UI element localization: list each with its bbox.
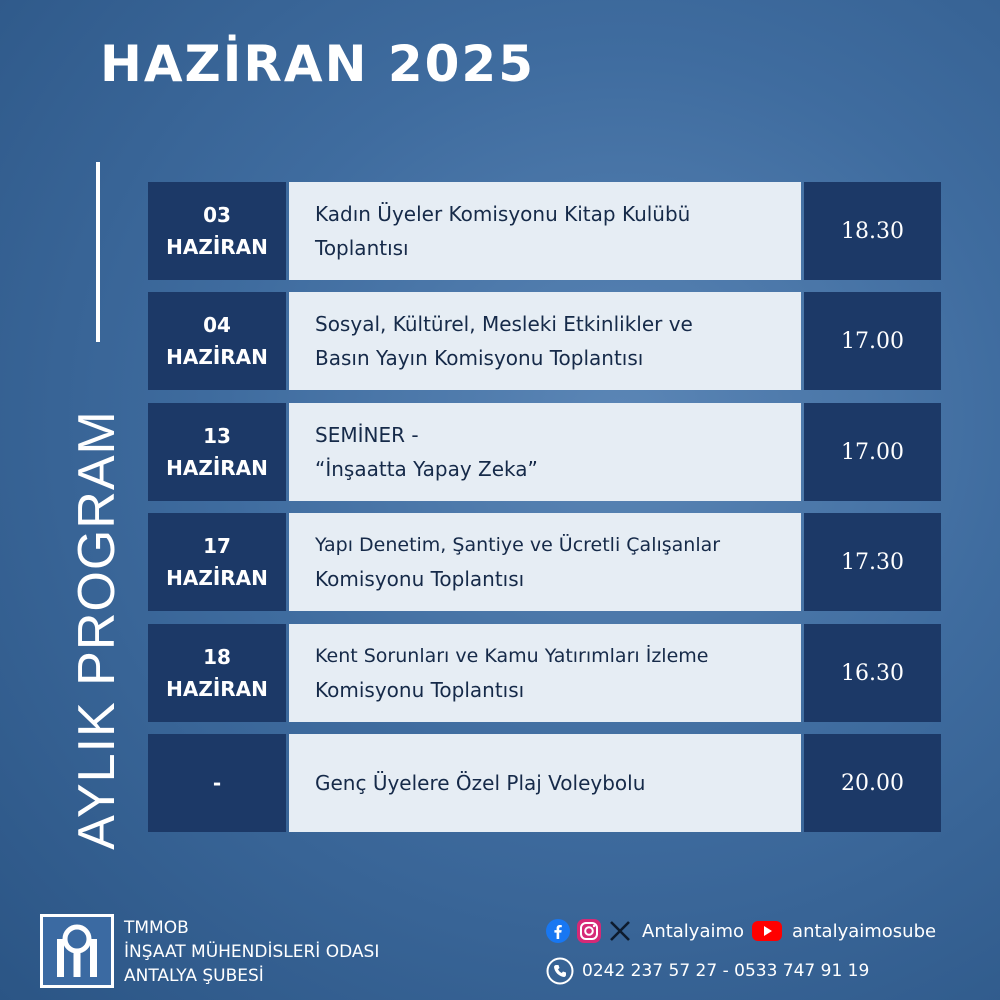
event-month: HAZİRAN xyxy=(166,677,268,701)
page-title: HAZİRAN 2025 xyxy=(100,35,536,93)
event-title-line: Kadın Üyeler Komisyonu Kitap Kulübü xyxy=(315,202,691,226)
event-date xyxy=(148,182,286,280)
event-row xyxy=(148,734,941,832)
event-title xyxy=(289,624,801,722)
event-title-line: “İnşaatta Yapay Zeka” xyxy=(315,457,538,481)
side-label: AYLIK PROGRAM xyxy=(68,410,126,850)
decorative-divider xyxy=(96,162,100,342)
event-title xyxy=(289,734,801,832)
youtube-icon[interactable] xyxy=(752,920,782,942)
event-title xyxy=(289,403,801,501)
event-date xyxy=(148,513,286,611)
event-title xyxy=(289,182,801,280)
event-date xyxy=(148,292,286,390)
event-day: 13 xyxy=(203,424,231,448)
event-title-line: Sosyal, Kültürel, Mesleki Etkinlikler ve xyxy=(315,312,693,336)
event-date xyxy=(148,734,286,832)
event-title-line: Komisyonu Toplantısı xyxy=(315,678,525,702)
event-title-line: Basın Yayın Komisyonu Toplantısı xyxy=(315,346,644,370)
event-day: 03 xyxy=(203,203,231,227)
youtube-handle[interactable]: antalyaimosube xyxy=(792,920,937,942)
organization-name xyxy=(124,916,379,988)
x-icon[interactable] xyxy=(608,919,632,943)
instagram-icon[interactable] xyxy=(576,918,602,944)
event-title-line: Kent Sorunları ve Kamu Yatırımları İzleme xyxy=(315,645,709,667)
social-links xyxy=(546,916,936,946)
phone-numbers[interactable]: 0242 237 57 27 - 0533 747 91 19 xyxy=(582,961,870,981)
phone-icon xyxy=(546,957,574,985)
event-day: - xyxy=(212,771,222,795)
social-handle[interactable]: Antalyaimo xyxy=(642,920,745,942)
event-month: HAZİRAN xyxy=(166,345,268,369)
facebook-icon[interactable] xyxy=(546,919,570,943)
event-time: 17.00 xyxy=(804,403,941,501)
event-row xyxy=(148,403,941,501)
event-month: HAZİRAN xyxy=(166,566,268,590)
event-title-line: Komisyonu Toplantısı xyxy=(315,567,525,591)
event-date xyxy=(148,624,286,722)
org-line: İNŞAAT MÜHENDİSLERİ ODASI xyxy=(124,942,380,962)
event-month: HAZİRAN xyxy=(166,235,268,259)
event-title-line: Toplantısı xyxy=(315,236,409,260)
event-day: 17 xyxy=(203,534,231,558)
org-line: ANTALYA ŞUBESİ xyxy=(124,966,264,986)
event-day: 18 xyxy=(203,645,231,669)
event-month: HAZİRAN xyxy=(166,456,268,480)
contact-phone xyxy=(546,956,869,986)
event-time: 18.30 xyxy=(804,182,941,280)
event-row xyxy=(148,513,941,611)
event-time: 17.00 xyxy=(804,292,941,390)
event-row xyxy=(148,182,941,280)
event-time: 20.00 xyxy=(804,734,941,832)
event-day: 04 xyxy=(203,313,231,337)
event-date xyxy=(148,403,286,501)
event-row xyxy=(148,292,941,390)
event-time: 17.30 xyxy=(804,513,941,611)
event-title-line: SEMİNER - xyxy=(315,423,419,447)
event-time: 16.30 xyxy=(804,624,941,722)
event-title xyxy=(289,513,801,611)
event-title-line: Genç Üyelere Özel Plaj Voleybolu xyxy=(315,771,646,795)
imo-logo-icon xyxy=(40,914,114,988)
event-row xyxy=(148,624,941,722)
event-title xyxy=(289,292,801,390)
event-title-line: Yapı Denetim, Şantiye ve Ücretli Çalışanlar xyxy=(315,534,721,556)
org-line: TMMOB xyxy=(124,918,189,938)
